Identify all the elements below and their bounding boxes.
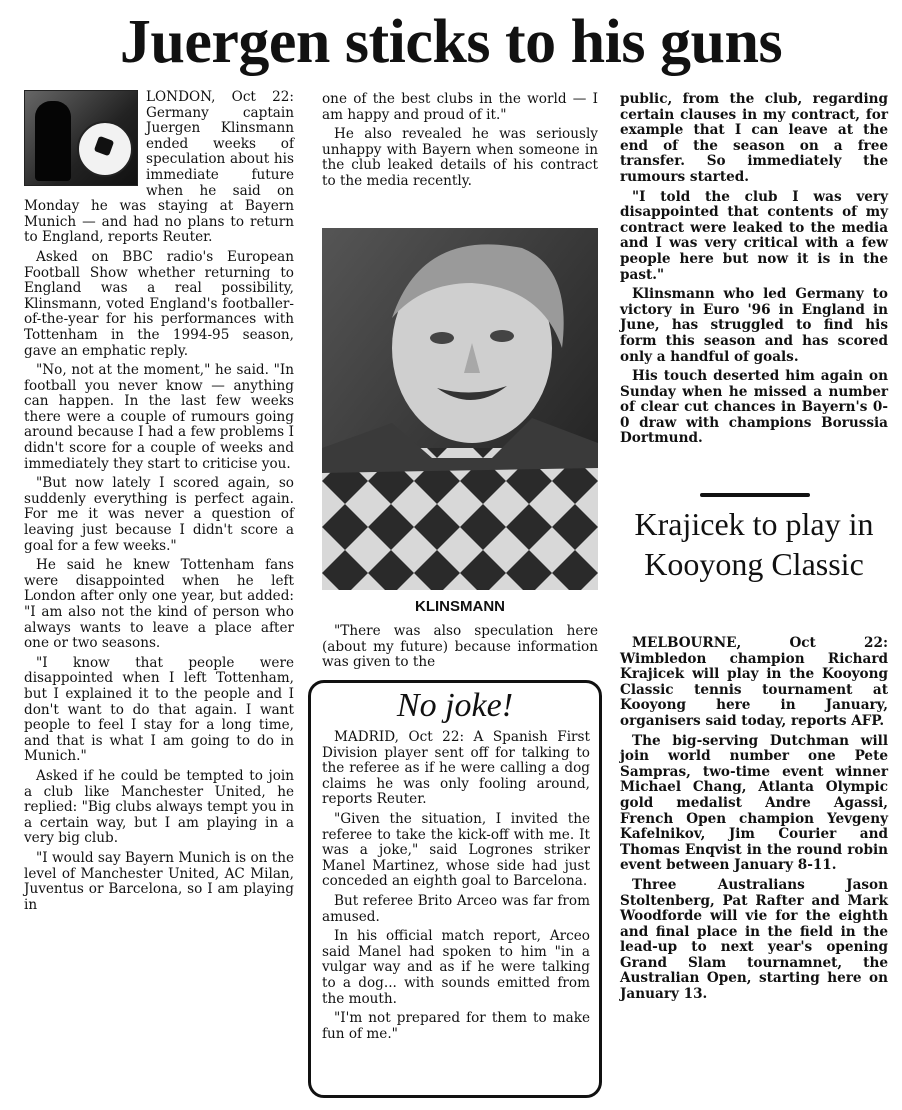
paragraph: His touch deserted him again on Sunday when he missed a number of clear cut chances in Bayern's 0-0 draw with champions Borussia Dortmund. [620,368,888,447]
paragraph: He said he knew Tottenham fans were disappointed when he left London after only one year, but added: "I am also not the kind of person who always wants to leave a place after one or two seasons. [24,557,294,652]
paragraph: The big-serving Dutchman will join world number one Pete Sampras, two-time event winner Michael Chang, Atlanta Olympic gold medalist Andre Agassi, French Open champion Yevgeny Kafelnikov, Jim Courier and Thomas Enqvist in the round robin event between January 8-11. [620,732,888,874]
paragraph: "Given the situation, I invited the referee to take the kick-off with me. It was a joke," said Logrones striker Manel Martinez, whose side had just conceded an eighth goal to Barcelona. [322,810,590,890]
main-story-column-3 [620,92,888,451]
paragraph: Klinsmann who led Germany to victory in Euro '96 in England in June, has struggled to find his form this season and has scored only a handful of goals. [620,286,888,365]
paragraph: MELBOURNE, Oct 22: Wimbledon champion Richard Krajicek will play in the Kooyong Classic tennis tournament at Kooyong here in January, organisers said today, reports AFP. [620,635,888,729]
paragraph: LONDON, Oct 22: Germany captain Juergen Klinsmann ended weeks of speculation about his immediate future when he said on Monday he was staying at Bayern Munich — and had no plans to return to England, reports Reuter. [24,89,294,246]
sidebar-title: No joke! [396,687,514,724]
paragraph: Three Australians Jason Stoltenberg, Pat Rafter and Mark Woodforde will vie for the eighth and final place in the field in the lead-up to next year's opening Grand Slam tournamnet, the Australian Open, starting here on January 13. [620,876,888,1003]
main-story-column-2-continued [322,624,598,675]
paragraph: public, from the club, regarding certain clauses in my contract, for example that I can leave at the end of the season on a free transfer. So immediately the rumours started. [620,91,888,185]
paragraph: "I would say Bayern Munich is on the level of Manchester United, AC Milan, Juventus or Barcelona, so I am playing in [24,849,294,913]
paragraph: "I'm not prepared for them to make fun of me." [322,1010,590,1042]
paragraph: "There was also speculation here (about my future) because information was given to the [322,623,598,671]
klinsmann-photo [322,228,598,590]
paragraph: Asked on BBC radio's European Football Show whether returning to England was a real possibility, Klinsmann, voted England's footballer-of-the-year for his performances with Tottenham in the 1994-95 season, gave an emphatic reply. [24,248,294,359]
sidebar-body [322,730,590,1046]
story2-body [620,636,888,1007]
paragraph: Asked if he could be tempted to join a club like Manchester United, he replied: "Big clubs always tempt you in a certain way, but I am playing in a very big club. [24,767,295,847]
paragraph: "No, not at the moment," he said. "In football you never know — anything can happen. In the last few weeks there were a couple of rumours going around because I had a few problems I didn't score for a couple of weeks and immediately they start to criticise you. [24,362,294,472]
paragraph: He also revealed he was seriously unhappy with Bayern when someone in the club leaked details of his contract to the media recently. [322,126,598,189]
paragraph: "I know that people were disappointed when I left Tottenham, but I explained it to the people and I don't want to do that again. I want people to feel I stay for a long time, and that is what I am going to do in Munich." [24,654,294,765]
portrait-illustration [322,228,598,590]
headline: Juergen sticks to his guns [119,8,783,76]
story2-headline: Krajicek to play in Kooyong Classic [634,506,874,582]
main-story-column-1 [24,90,294,917]
paragraph: In his official match report, Arceo said Manel had spoken to him "in a vulgar way and as if he were talking to a dog... with sounds emitted from the mouth. [322,928,590,1007]
paragraph: But referee Brito Arceo was far from amused. [322,892,590,925]
section-divider [700,493,810,497]
paragraph: "But now lately I scored again, so suddenly everything is perfect again. For me it was never a question of leaving just because I didn't score a goal for a few weeks." [24,475,294,554]
player-silhouette [35,101,71,181]
football-thumbnail-image [24,90,138,186]
main-story-column-2 [322,92,598,194]
paragraph: "I told the club I was very disappointed that contents of my contract were leaked to the media and I was very critical with a few people here but now it is in the past." [620,188,888,283]
paragraph: MADRID, Oct 22: A Spanish First Division player sent off for talking to the referee as if he were calling a dog claims he was only fooling around, reports Reuter. [322,729,590,808]
football-icon [77,121,133,177]
photo-caption: KLINSMANN [415,598,505,615]
paragraph: one of the best clubs in the world — I am happy and proud of it." [322,91,598,123]
